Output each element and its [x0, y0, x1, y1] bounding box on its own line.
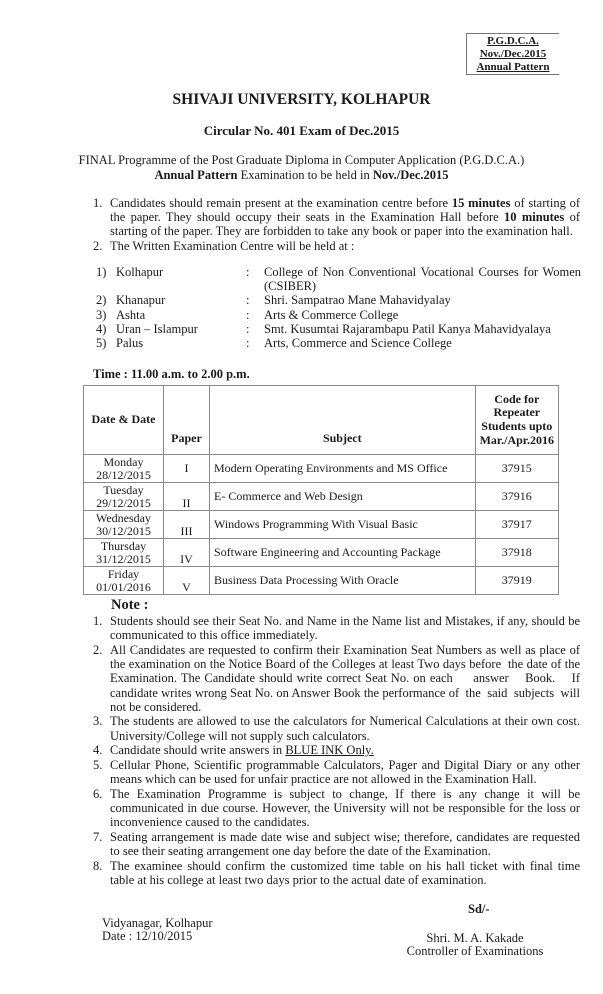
- note-text: Students should see their Seat No. and Name in the Name list and Mistakes, if any, should be communicated to this office immediately.: [110, 614, 580, 643]
- subject-cell: Modern Operating Environments and MS Office: [210, 455, 476, 483]
- day: Friday: [107, 566, 140, 581]
- item-number: 5.: [93, 758, 103, 773]
- instruction-item: [93, 239, 580, 253]
- date-cell: [84, 511, 164, 539]
- table-row: [84, 483, 559, 511]
- exam-schedule-table: [83, 385, 559, 595]
- note-item: [93, 830, 580, 858]
- centre-college: Shri. Sampatrao Mane Mahavidyalay: [264, 293, 451, 308]
- date: 31/12/2015: [96, 551, 151, 566]
- centre-row: [96, 322, 581, 336]
- item-number: 3.: [93, 714, 103, 729]
- item-number: 7.: [93, 830, 103, 845]
- table-row: [84, 567, 559, 595]
- note-item: [93, 714, 580, 742]
- programme-description: [0, 153, 603, 183]
- centre-college: College of Non Conventional Vocational Courses for Women: [264, 265, 581, 279]
- centre-place: Kolhapur: [116, 265, 164, 279]
- note-item: [93, 859, 580, 887]
- instruction-text: of starting of the paper. They are forbidden to take any book or paper into the examination hall.: [110, 210, 580, 239]
- note-item: [93, 743, 580, 757]
- instruction-bold: 10 minutes: [504, 210, 565, 225]
- instruction-text: of starting of the paper. They should occupy their seats in the Examination Hall before: [110, 196, 580, 225]
- centre-place: Uran – Islampur: [116, 321, 198, 336]
- note-text: The Examination Programme is subject to change, If there is any change it will be communicated in due course. However, the University will not be responsible for the loss or inconvenience caused to the candidates.: [110, 786, 580, 830]
- course-code: P.G.D.C.A.: [487, 35, 539, 47]
- separator: :: [246, 293, 250, 308]
- centre-number: 4): [96, 321, 107, 336]
- note-item: [93, 758, 580, 786]
- centre-row-continued: [96, 279, 581, 293]
- date-cell: [84, 539, 164, 567]
- day: Tuesday: [103, 482, 144, 497]
- day: Wednesday: [95, 510, 151, 525]
- day: Monday: [103, 454, 144, 469]
- date-cell: [84, 455, 164, 483]
- paper-cell: IV: [164, 539, 210, 567]
- subject-cell: Business Data Processing With Oracle: [210, 567, 476, 595]
- header-date: Date & Date: [84, 386, 164, 455]
- exam-centres-list: [96, 265, 581, 350]
- note-text: The examinee should confirm the customized time table on his hall ticket with final time table at his college at least two days prior to the actual date of examination.: [110, 858, 580, 888]
- centre-place: Ashta: [116, 307, 146, 322]
- paper-cell: III: [164, 511, 210, 539]
- centre-number: 3): [96, 307, 107, 322]
- centre-college: Arts & Commerce College: [264, 307, 399, 322]
- paper-cell: I: [164, 455, 210, 483]
- blue-ink-emphasis: BLUE INK Only.: [285, 743, 374, 758]
- paper-cell: V: [164, 567, 210, 595]
- note-item: [93, 787, 580, 830]
- instruction-item: [93, 196, 580, 239]
- notes-list: [93, 614, 584, 888]
- exam-session: Nov./Dec.2015: [479, 48, 547, 60]
- subject-cell: Windows Programming With Visual Basic: [210, 511, 476, 539]
- header-code: Code for Repeater Students upto Mar./Apr.2016: [475, 386, 558, 455]
- programme-mid-text: Examination to be held in: [237, 168, 373, 182]
- date-cell: [84, 567, 164, 595]
- signatory-name: Shri. M. A. Kakade: [426, 931, 524, 945]
- centre-place: Khanapur: [116, 293, 166, 308]
- note-heading: Note :: [111, 597, 149, 613]
- separator: :: [246, 321, 250, 336]
- table-row: [84, 539, 559, 567]
- table-row: [84, 511, 559, 539]
- circular-number: Circular No. 401 Exam of Dec.2015: [203, 123, 400, 138]
- centre-number: 2): [96, 293, 107, 308]
- separator: :: [246, 265, 250, 279]
- item-number: 1.: [93, 614, 103, 628]
- code-cell: 37919: [475, 567, 558, 595]
- date: 30/12/2015: [96, 523, 151, 538]
- centre-row: [96, 293, 581, 307]
- centre-number: 5): [96, 335, 107, 350]
- item-number: 2.: [93, 642, 103, 657]
- item-number: 8.: [93, 858, 103, 873]
- table-row: [84, 455, 559, 483]
- subject-cell: E- Commerce and Web Design: [210, 483, 476, 511]
- signatory-title: Controller of Examinations: [406, 944, 544, 958]
- code-cell: 37916: [475, 483, 558, 511]
- item-number: 1.: [93, 196, 103, 210]
- instruction-text: Candidates should remain present at the examination centre before: [110, 196, 452, 210]
- note-item: [93, 642, 584, 714]
- pattern-bold: Annual Pattern: [154, 168, 238, 182]
- instruction-text: The Written Examination Centre will be held at :: [110, 238, 355, 253]
- note-text: All Candidates are requested to confirm their Examination Seat Numbers as well as place of the examination on the Notice Board of the Colleges at least Two days before the date of the Examination. The Candidate should write correct Seat No. on each answer Book. If candidate writes wrong Seat No. on Answer Book the performance of the said subjects will not be considered.: [110, 642, 584, 714]
- centre-number: 1): [96, 265, 107, 279]
- university-title: SHIVAJI UNIVERSITY, KOLHAPUR: [172, 91, 431, 108]
- centre-college: Smt. Kusumtai Rajarambapu Patil Kanya Mahavidyalaya: [264, 321, 551, 336]
- separator: :: [246, 307, 250, 322]
- header-subject: Subject: [210, 386, 476, 455]
- item-number: 4.: [93, 743, 103, 758]
- exam-time: Time : 11.00 a.m. to 2.00 p.m.: [93, 367, 250, 381]
- item-number: 2.: [93, 238, 103, 253]
- date: 28/12/2015: [96, 467, 151, 482]
- separator: :: [246, 335, 250, 350]
- note-text: Seating arrangement is made date wise and subject wise; therefore, candidates are requested to see their seating arrangement one day before the date of the Examination.: [110, 830, 580, 859]
- signatory: [400, 932, 550, 958]
- code-cell: 37915: [475, 455, 558, 483]
- centre-row: [96, 308, 581, 322]
- date-cell: [84, 483, 164, 511]
- day: Thursday: [100, 538, 147, 553]
- programme-line-2: [0, 168, 603, 183]
- table-header-row: [84, 386, 559, 455]
- issue-place: Vidyanagar, Kolhapur: [102, 916, 213, 930]
- signature-mark: Sd/-: [468, 902, 490, 916]
- programme-line-1: FINAL Programme of the Post Graduate Diploma in Computer Application (P.G.D.C.A.): [78, 153, 525, 167]
- centre-college: Arts, Commerce and Science College: [264, 335, 452, 350]
- issue-date: Date : 12/10/2015: [102, 929, 193, 943]
- course-info-box: [466, 33, 559, 75]
- exam-pattern: Annual Pattern: [476, 61, 550, 73]
- session-bold: Nov./Dec.2015: [372, 168, 449, 182]
- note-item: [93, 614, 580, 642]
- centre-place: Palus: [116, 335, 144, 350]
- subject-cell: Software Engineering and Accounting Package: [210, 539, 476, 567]
- date: 01/01/2016: [96, 579, 151, 594]
- note-text: The students are allowed to use the calculators for Numerical Calculations at their own cost. University/College will not supply such calculators.: [110, 714, 580, 743]
- note-text: Candidate should write answers in: [110, 743, 286, 758]
- note-text: Cellular Phone, Scientific programmable Calculators, Pager and Digital Diary or any other means which can be used for unfair practice are not allowed in the Examination Hall.: [110, 758, 580, 787]
- header-paper: Paper: [164, 386, 210, 455]
- code-cell: 37918: [475, 539, 558, 567]
- centre-row: [96, 336, 581, 350]
- date: 29/12/2015: [96, 495, 151, 510]
- centre-row: [96, 265, 581, 279]
- issue-place-date: [102, 917, 213, 943]
- instruction-bold: 15 minutes: [451, 196, 511, 210]
- code-cell: 37917: [475, 511, 558, 539]
- instructions-list: [93, 196, 580, 253]
- item-number: 6.: [93, 786, 103, 801]
- centre-college-continued: (CSIBER): [264, 279, 317, 294]
- paper-cell: II: [164, 483, 210, 511]
